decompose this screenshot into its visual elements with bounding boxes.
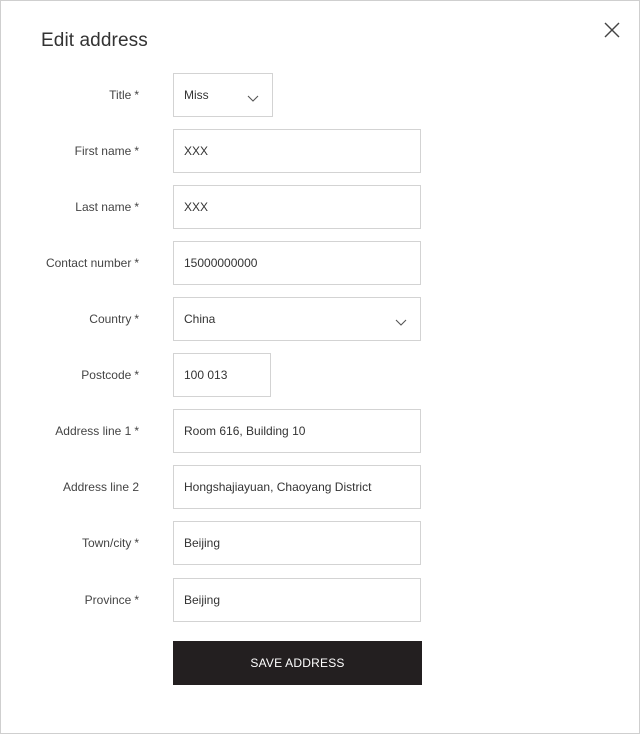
required-marker: *: [134, 536, 139, 550]
required-marker: *: [134, 312, 139, 326]
country-row: [1, 297, 640, 341]
required-marker: *: [134, 368, 139, 382]
address-line-1-field-box: [173, 409, 421, 453]
postcode-row: [1, 353, 640, 397]
required-marker: *: [134, 200, 139, 214]
postcode-field-box: [173, 353, 271, 397]
province-input[interactable]: [174, 579, 420, 621]
postcode-label: Postcode *: [81, 368, 139, 382]
first-name-label: First name *: [74, 144, 139, 158]
address-line-1-label: Address line 1 *: [55, 424, 139, 438]
contact-number-field-box: [173, 241, 421, 285]
province-field-box: [173, 578, 421, 622]
town-city-row: [1, 521, 640, 565]
title-row: [1, 73, 640, 117]
province-label: Province *: [84, 593, 139, 607]
required-marker: *: [134, 424, 139, 438]
country-select[interactable]: [173, 297, 421, 341]
address-line-2-label: Address line 2: [62, 480, 139, 494]
chevron-down-icon: [395, 314, 407, 324]
required-marker: *: [134, 144, 139, 158]
title-label: Title *: [109, 88, 139, 102]
first-name-input[interactable]: [174, 130, 420, 172]
contact-number-input[interactable]: [174, 242, 420, 284]
address-line-1-row: [1, 409, 640, 453]
country-label: Country *: [89, 312, 139, 326]
last-name-row: [1, 185, 640, 229]
postcode-input[interactable]: [174, 354, 270, 396]
first-name-row: [1, 129, 640, 173]
address-line-1-input[interactable]: [174, 410, 420, 452]
address-line-2-row: [1, 465, 640, 509]
last-name-field-box: [173, 185, 421, 229]
required-marker: *: [134, 593, 139, 607]
town-city-label: Town/city *: [81, 536, 139, 550]
address-line-2-input[interactable]: [174, 466, 420, 508]
last-name-input[interactable]: [174, 186, 420, 228]
save-address-button[interactable]: SAVE ADDRESS: [173, 641, 422, 685]
first-name-field-box: [173, 129, 421, 173]
close-button[interactable]: [602, 20, 622, 40]
close-icon: [602, 20, 622, 40]
town-city-field-box: [173, 521, 421, 565]
province-row: [1, 578, 640, 622]
town-city-input[interactable]: [174, 522, 420, 564]
required-marker: *: [134, 256, 139, 270]
title-select[interactable]: [173, 73, 273, 117]
country-select-value: China: [184, 312, 216, 326]
required-marker: *: [134, 88, 139, 102]
dialog-title: Edit address: [41, 30, 148, 51]
contact-number-row: [1, 241, 640, 285]
last-name-label: Last name *: [75, 200, 139, 214]
address-line-2-field-box: [173, 465, 421, 509]
title-select-value: Miss: [184, 88, 209, 102]
contact-number-label: Contact number *: [45, 256, 139, 270]
chevron-down-icon: [247, 90, 259, 100]
